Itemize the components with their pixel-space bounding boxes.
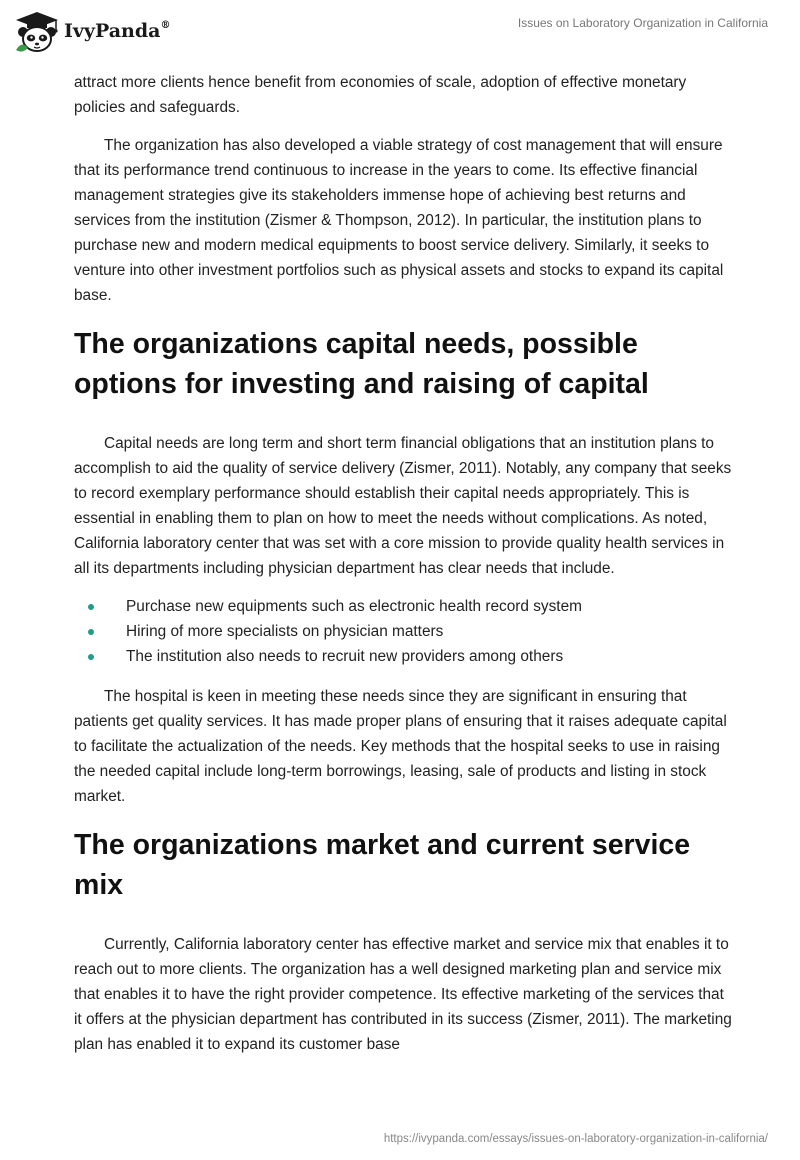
bullet-icon bbox=[88, 629, 94, 635]
bullet-icon bbox=[88, 604, 94, 610]
paragraph: Capital needs are long term and short term financial obligations that an institution plans to accomplish to aid the quality of service delivery (Zismer, 2011). Notably, any company that seeks to record exemplary performance should establish their capital needs appropriately. This is essential in enabling them to plan on how to meet the needs without complications. As noted, California laboratory center that was set with a core mission to provide quality health services in all its departments including physician department has clear needs that include. bbox=[74, 435, 732, 577]
document-title: Issues on Laboratory Organization in California bbox=[517, 16, 768, 30]
bullet-icon bbox=[88, 654, 94, 660]
page-header bbox=[0, 0, 800, 60]
capital-needs-list bbox=[74, 594, 734, 669]
paragraph: The hospital is keen in meeting these needs since they are significant in ensuring that patients get quality services. It has made proper plans of ensuring that it raises adequate capital to facilitate the actualization of the needs. Key methods that the hospital seeks to use in raising the needed capital include long-term borrowings, leasing, sale of products and listing in stock market. bbox=[74, 688, 727, 805]
list-item: Purchase new equipments such as electronic health record system bbox=[74, 594, 734, 619]
list-item: The institution also needs to recruit new providers among others bbox=[74, 644, 734, 669]
section-heading-market-service-mix: The organizations market and current service mix bbox=[74, 829, 691, 901]
ivypanda-logo[interactable] bbox=[14, 10, 170, 54]
list-item: Hiring of more specialists on physician matters bbox=[74, 619, 734, 644]
registered-mark: ® bbox=[160, 19, 171, 31]
essay-body bbox=[74, 70, 734, 1070]
panda-graduate-icon bbox=[14, 10, 60, 54]
paragraph: attract more clients hence benefit from economies of scale, adoption of effective monetary policies and safeguards. bbox=[74, 74, 687, 116]
section-heading-capital-needs: The organizations capital needs, possible options for investing and raising of capital bbox=[74, 328, 649, 400]
paragraph: Currently, California laboratory center has effective market and service mix that enables it to reach out to more clients. The organization has a well designed marketing plan and service mix that enables it to have the right provider competence. Its effective marketing of the services that it offers at the physician department has contributed in its success (Zismer, 2011). The marketing plan has enabled it to expand its customer base bbox=[74, 936, 732, 1053]
source-url[interactable]: https://ivypanda.com/essays/issues-on-laboratory-organization-in-california/ bbox=[383, 1133, 768, 1145]
brand-name: IvyPanda® bbox=[64, 19, 171, 42]
paragraph: The organization has also developed a viable strategy of cost management that will ensure that its performance trend continuous to increase in the years to come. Its effective financial management strategies give its stakeholders immense hope of achieving best returns and services from the institution (Zismer & Thompson, 2012). In particular, the institution plans to purchase new and modern medical equipments to boost service delivery. Similarly, it seeks to venture into other investment portfolios such as physical assets and stocks to expand its capital base. bbox=[74, 137, 724, 304]
